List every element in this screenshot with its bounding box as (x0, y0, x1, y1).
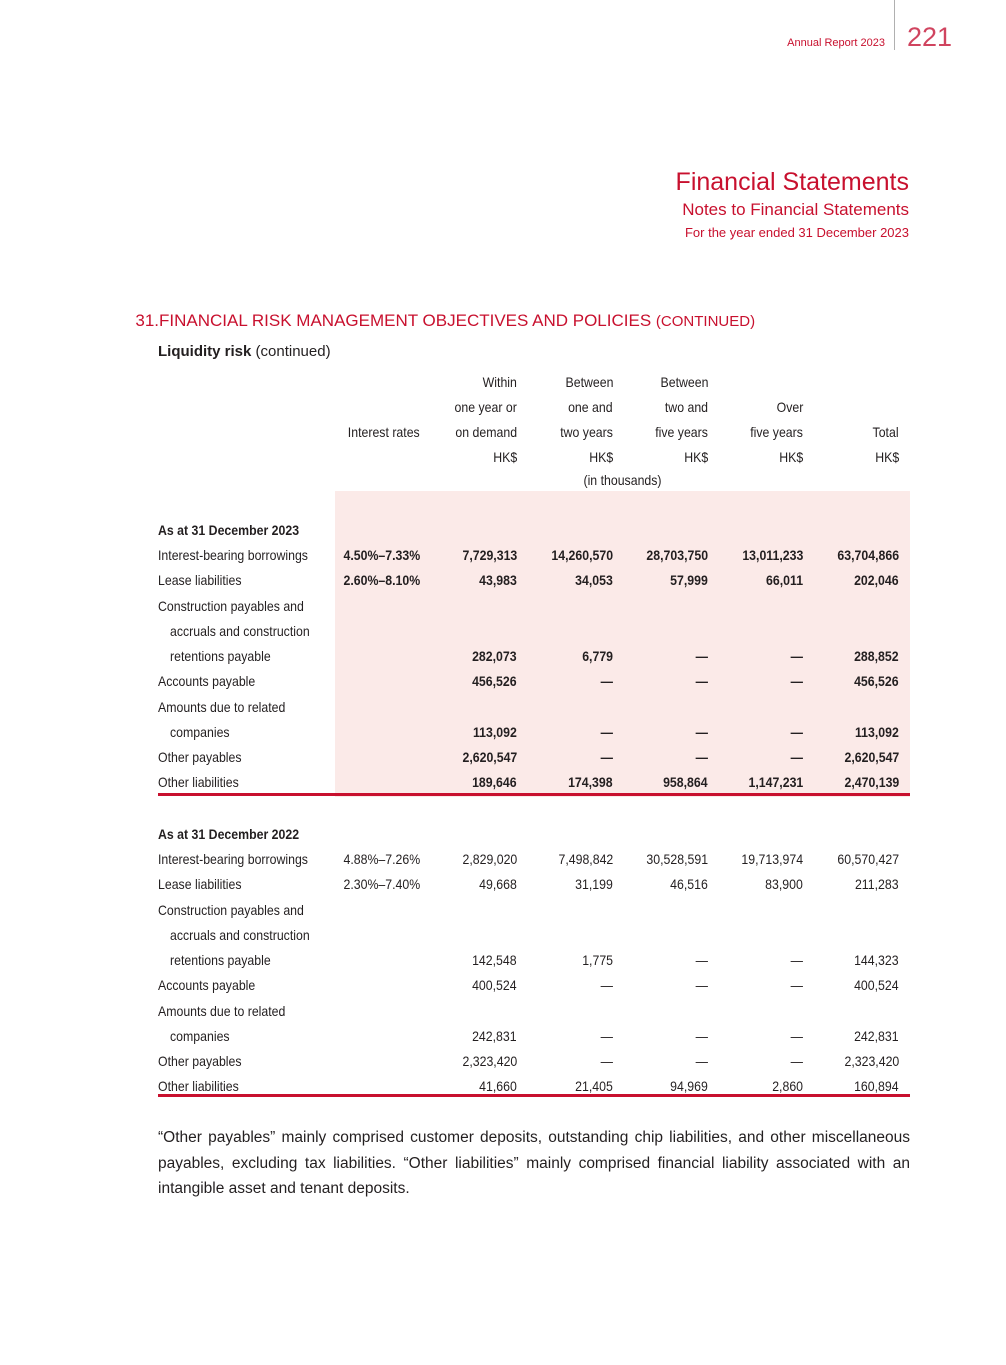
table-cell: — (600, 977, 613, 993)
table-cell: 57,999 (670, 572, 708, 588)
table-cell: — (600, 673, 613, 689)
column-header-over-five: Over (776, 399, 803, 415)
column-header-within: on demand (455, 424, 517, 440)
report-label: Annual Report 2023 (787, 37, 885, 49)
column-header-over-five: HK$ (779, 449, 803, 465)
table-cell: 2.60%–8.10% (343, 572, 420, 588)
row-label: Interest-bearing borrowings (158, 547, 308, 563)
table-cell: — (600, 1028, 613, 1044)
table-cell: 7,498,842 (558, 851, 613, 867)
footnote: “Other payables” mainly comprised customer deposits, outstanding chip liabilities, and other miscellaneous payables, excluding tax liabilities. “Other liabilities” mainly comprised financial liability associated with an intangible asset and tenant deposits. (158, 1129, 910, 1197)
table-cell: — (790, 977, 803, 993)
table-cell: — (695, 1053, 708, 1069)
page-divider (894, 0, 895, 50)
table-cell: 19,713,974 (741, 851, 803, 867)
row-label: retentions payable (170, 648, 271, 664)
table-cell: 1,147,231 (748, 774, 803, 790)
row-label: companies (170, 1028, 230, 1044)
table-cell: 34,053 (575, 572, 613, 588)
row-label: Other liabilities (158, 774, 239, 790)
table-cell: — (600, 724, 613, 740)
table-cell: 60,570,427 (837, 851, 899, 867)
table-cell: — (790, 1028, 803, 1044)
column-header-two-five: five years (655, 424, 708, 440)
row-label: Amounts due to related (158, 1003, 286, 1019)
row-label: Accounts payable (158, 673, 256, 689)
table-cell: 202,046 (854, 572, 899, 588)
column-header-interest: Interest rates (348, 424, 420, 440)
sub-heading (158, 343, 331, 360)
table-cell: — (600, 749, 613, 765)
table-cell: 2,470,139 (844, 774, 899, 790)
row-label: retentions payable (170, 952, 271, 968)
table-cell: — (695, 952, 708, 968)
column-header-one-two: two years (560, 424, 613, 440)
table-cell: — (695, 749, 708, 765)
main-title: Financial Statements (675, 168, 909, 196)
table-cell: 13,011,233 (742, 547, 803, 563)
column-header-total: Total (872, 424, 899, 440)
table-cell: 83,900 (765, 876, 803, 892)
column-header-one-two: HK$ (589, 449, 613, 465)
row-label: Other liabilities (158, 1078, 239, 1094)
table-cell: — (790, 1053, 803, 1069)
table-cell: 2.30%–7.40% (343, 876, 420, 892)
table-cell: 160,894 (854, 1078, 899, 1094)
table-cell: 456,526 (854, 673, 899, 689)
year-heading: As at 31 December 2023 (158, 522, 300, 538)
sub-heading-bold: Liquidity risk (158, 343, 252, 360)
row-label: Construction payables and (158, 902, 304, 918)
table-cell: 21,405 (575, 1078, 613, 1094)
table-cell: 2,620,547 (844, 749, 899, 765)
row-label: Lease liabilities (158, 572, 242, 588)
units-label: (in thousands) (583, 472, 662, 488)
table-cell: 63,704,866 (837, 547, 899, 563)
table-cell: — (600, 1053, 613, 1069)
table-cell: — (790, 749, 803, 765)
table-cell: 31,199 (575, 876, 613, 892)
row-label: Other payables (158, 1053, 242, 1069)
row-label: Construction payables and (158, 598, 304, 614)
table-cell: 400,524 (854, 977, 899, 993)
current-year-shading (335, 491, 910, 797)
table-cell: 2,860 (772, 1078, 803, 1094)
row-label: Other payables (158, 749, 242, 765)
column-header-two-five: HK$ (684, 449, 708, 465)
column-header-two-five: two and (664, 399, 708, 415)
table-cell: — (790, 648, 803, 664)
table-cell: 174,398 (568, 774, 613, 790)
page-number: 221 (907, 22, 953, 52)
table-cell: 7,729,313 (462, 547, 517, 563)
table-cell: 28,703,750 (646, 547, 708, 563)
table-cell: — (695, 673, 708, 689)
sub-heading-rest: (continued) (255, 343, 331, 360)
table-cell: — (790, 952, 803, 968)
table-cell: — (695, 724, 708, 740)
table-cell: 6,779 (582, 648, 613, 664)
column-header-two-five: Between (660, 374, 708, 390)
column-header-over-five: five years (750, 424, 803, 440)
page-header (0, 0, 1006, 60)
table-cell: 14,260,570 (551, 547, 613, 563)
section-heading (119, 311, 755, 331)
table-cell: 41,660 (479, 1078, 517, 1094)
table-cell: 113,092 (855, 724, 899, 740)
table-cell: 144,323 (854, 952, 899, 968)
table-cell: 49,668 (479, 876, 517, 892)
table-cell: 2,323,420 (844, 1053, 899, 1069)
sub-title: Notes to Financial Statements (682, 200, 909, 219)
table-cell: 1,775 (582, 952, 613, 968)
section-number: 31. (135, 311, 159, 330)
table-cell: 4.88%–7.26% (343, 851, 420, 867)
section-title: FINANCIAL RISK MANAGEMENT OBJECTIVES AND POLICIES (159, 311, 652, 330)
column-header-within: one year or (454, 399, 517, 415)
table-cell: 2,323,420 (462, 1053, 517, 1069)
table-cell: — (790, 724, 803, 740)
table-cell: — (695, 1028, 708, 1044)
table-cell: 2,829,020 (462, 851, 517, 867)
table-cell: — (790, 673, 803, 689)
title-block (676, 167, 909, 243)
table-cell: — (695, 648, 708, 664)
column-header-within: HK$ (493, 449, 517, 465)
table-cell: 142,548 (472, 952, 517, 968)
table-cell: 94,969 (670, 1078, 708, 1094)
year-heading: As at 31 December 2022 (158, 826, 300, 842)
table-cell: 113,092 (473, 724, 517, 740)
table-cell: 456,526 (472, 673, 517, 689)
table-cell: 242,831 (472, 1028, 517, 1044)
table-cell: 2,620,547 (462, 749, 517, 765)
table-cell: — (695, 977, 708, 993)
row-label: accruals and construction (170, 927, 310, 943)
table-cell: 30,528,591 (646, 851, 708, 867)
column-header-one-two: Between (565, 374, 613, 390)
table-cell: 242,831 (854, 1028, 899, 1044)
table-cell: 66,011 (765, 572, 803, 588)
table-cell: 46,516 (670, 876, 708, 892)
rule-2023 (158, 793, 910, 796)
table-cell: 4.50%–7.33% (343, 547, 420, 563)
column-header-total: HK$ (875, 449, 899, 465)
table-cell: 400,524 (472, 977, 517, 993)
row-label: Amounts due to related (158, 699, 286, 715)
row-label: Interest-bearing borrowings (158, 851, 308, 867)
column-header-one-two: one and (568, 399, 613, 415)
rule-2022 (158, 1094, 910, 1097)
column-header-within: Within (482, 374, 517, 390)
section-continued: (CONTINUED) (655, 313, 756, 330)
row-label: Lease liabilities (158, 876, 242, 892)
table-cell: 288,852 (854, 648, 899, 664)
table-cell: 282,073 (472, 648, 517, 664)
table-cell: 189,646 (472, 774, 517, 790)
period-title: For the year ended 31 December 2023 (684, 225, 909, 240)
row-label: Accounts payable (158, 977, 256, 993)
row-label: companies (170, 724, 230, 740)
row-label: accruals and construction (170, 623, 310, 639)
table-cell: 958,864 (663, 774, 708, 790)
table-cell: 43,983 (479, 572, 517, 588)
table-cell: 211,283 (855, 876, 899, 892)
